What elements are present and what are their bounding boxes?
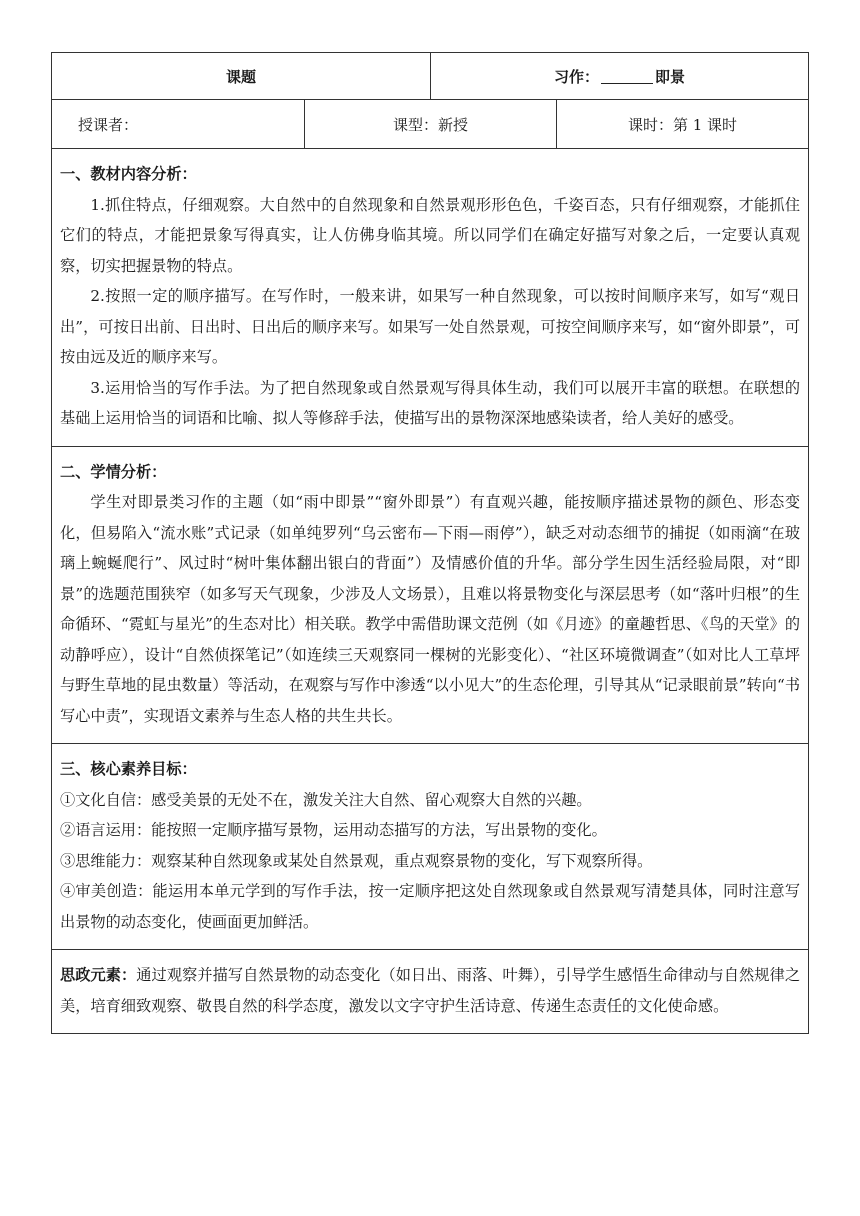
period-cell	[557, 100, 809, 149]
lesson-type: 课型：新授	[393, 115, 469, 134]
topic-label-cell	[52, 53, 431, 100]
learner-analysis-row	[52, 446, 809, 744]
goal-item: ③思维能力：观察某种自然现象或某处自然景观，重点观察景物的变化，写下观察所得。	[60, 851, 653, 870]
lesson-plan-table	[51, 52, 809, 1034]
ideology-section	[52, 950, 809, 1034]
topic-blank-line	[601, 69, 653, 84]
ideology-label: 思政元素：	[60, 966, 137, 984]
textbook-analysis-row	[52, 149, 809, 447]
lesson-plan-sheet	[51, 52, 808, 1034]
textbook-analysis-section	[52, 149, 809, 447]
lesson-type-cell	[305, 100, 557, 149]
learner-paragraph: 学生对即景类习作的主题（如“雨中即景”“窗外即景”）有直观兴趣，能按顺序描述景物的颜色、形态变化，但易陷入“流水账”式记录（如单纯罗列“乌云密布—下雨—雨停”），缺乏对动态细节的捕捉（如雨滴“在玻璃上蜿蜒爬行”、风过时“树叶集体翻出银白的背面”）及情感价值的升华。部分学生因生活经验局限，对“即景”的选题范围狭窄（如多写天气现象，少涉及人文场景），且难以将景物变化与深层思考（如“落叶归根”的生命循环、“霓虹与星光”的生态对比）相关联。教学中需借助课文范例（如《月迹》的童趣哲思、《鸟的天堂》的动静呼应），设计“自然侦探笔记”（如连续三天观察同一棵树的光影变化）、“社区环境微调查”（如对比人工草坪与野生草地的昆虫数量）等活动，在观察与写作中渗透“以小见大”的生态伦理，引导其从“记录眼前景”转向“书写心中责”，实现语文素养与生态人格的共生共长。	[60, 493, 801, 725]
analysis-paragraph: 1.抓住特点，仔细观察。大自然中的自然现象和自然景观形形色色，千姿百态，只有仔细观察，才能抓住它们的特点，才能把景象写得真实，让人仿佛身临其境。所以同学们在确定好描写对象之后，一定要认真观察，切实把握景物的特点。	[60, 195, 801, 275]
topic-value-cell	[431, 53, 809, 100]
topic-label: 课题	[226, 67, 257, 86]
core-goals-row	[52, 744, 809, 950]
core-goals-section	[52, 744, 809, 950]
ideology-row	[52, 950, 809, 1034]
ideology-text: 通过观察并描写自然景物的动态变化（如日出、雨落、叶舞），引导学生感悟生命律动与自然规律之美，培育细致观察、敬畏自然的科学态度，激发以文字守护生活诗意、传递生态责任的文化使命感。	[60, 966, 801, 1015]
goal-item: ②语言运用：能按照一定顺序描写景物，运用动态描写的方法，写出景物的变化。	[60, 821, 607, 839]
analysis-paragraph: 2.按照一定的顺序描写。在写作时，一般来讲，如果写一种自然现象，可以按时间顺序来写，如写“观日出”，可按日出前、日出时、日出后的顺序来写。如果写一处自然景观，可按空间顺序来写，如“窗外即景”，可按由远及近的顺序来写。	[60, 287, 801, 366]
section-title: 二、学情分析：	[60, 462, 167, 481]
goal-item: ④审美创造：能运用本单元学到的写作手法，按一定顺序把这处自然现象或自然景观写清楚具体，同时注意写出景物的动态变化，使画面更加鲜活。	[60, 882, 801, 931]
section-title: 一、教材内容分析：	[60, 165, 197, 183]
topic-suffix: 即景	[655, 67, 686, 86]
info-row	[52, 100, 809, 149]
learner-analysis-section	[52, 446, 809, 744]
teacher-cell	[52, 100, 305, 149]
topic-prefix: 习作：	[554, 67, 600, 86]
lesson-period: 课时：第 1 课时	[627, 115, 738, 134]
goal-item: ①文化自信：感受美景的无处不在，激发关注大自然、留心观察大自然的兴趣。	[60, 790, 592, 809]
section-title: 三、核心素养目标：	[60, 760, 197, 778]
analysis-paragraph: 3.运用恰当的写作手法。为了把自然现象或自然景观写得具体生动，我们可以展开丰富的联想。在联想的基础上运用恰当的词语和比喻、拟人等修辞手法，使描写出的景物深深地感染读者，给人美好的感受。	[60, 378, 801, 427]
topic-row	[52, 53, 809, 100]
teacher-label: 授课者：	[78, 115, 139, 134]
